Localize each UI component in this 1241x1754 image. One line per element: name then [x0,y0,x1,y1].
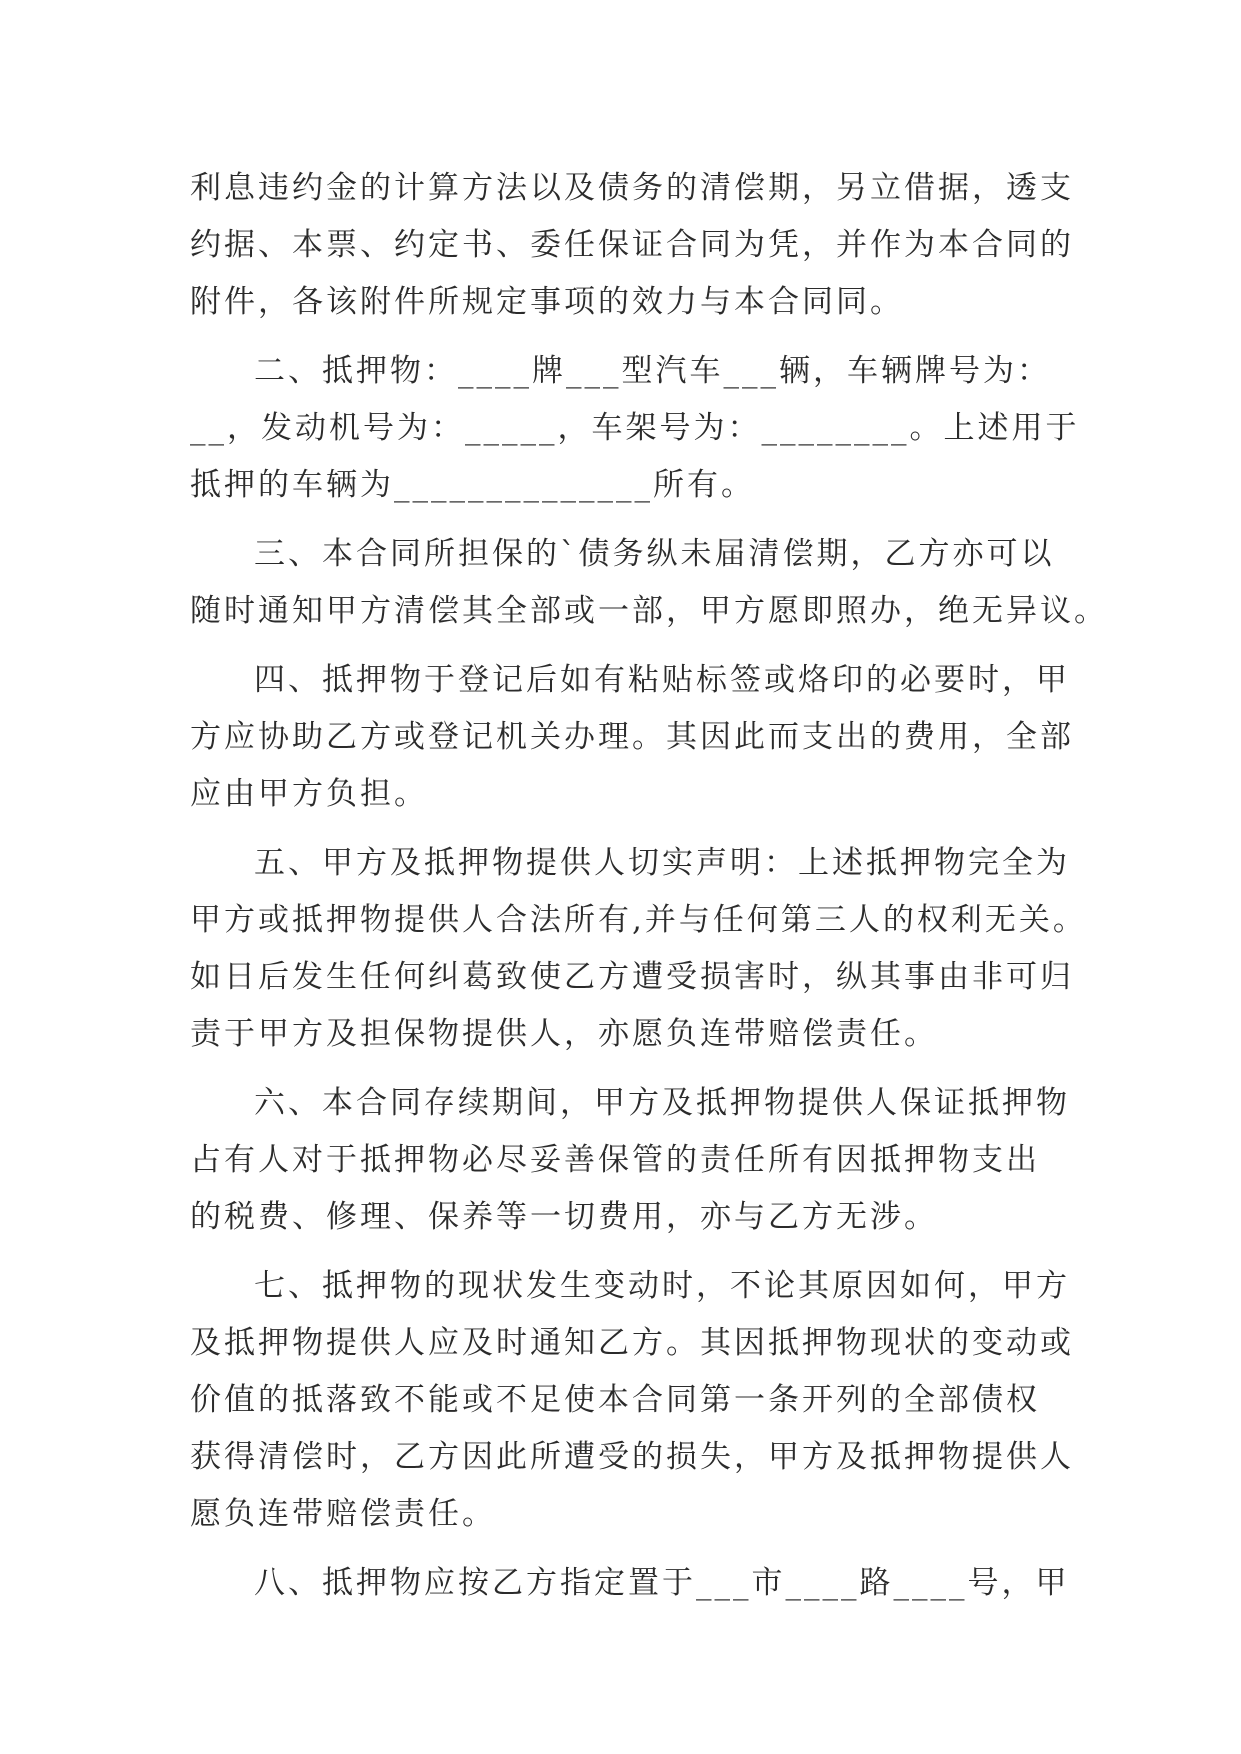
text-line: 获得清偿时，乙方因此所遭受的损失，甲方及抵押物提供人 [190,1439,1074,1475]
text-line: 如日后发生任何纠葛致使乙方遭受损害时，纵其事由非可归 [190,959,1074,995]
clause-4-first-line: 四、抵押物于登记后如有粘贴标签或烙印的必要时，甲 [254,662,1070,698]
text-line: 利息违约金的计算方法以及债务的清偿期，另立借据，透支 [190,170,1074,206]
text-line: 抵押的车辆为______________所有。 [190,467,755,503]
text-line: 愿负连带赔偿责任。 [190,1496,496,1532]
text-line: 随时通知甲方清偿其全部或一部，甲方愿即照办，绝无异议。 [190,593,1108,629]
contract-body-text [190,160,1108,1612]
text-line: __，发动机号为：_____，车架号为：________。上述用于 [190,410,1080,446]
text-line: 占有人对于抵押物必尽妥善保管的责任所有因抵押物支出 [190,1142,1040,1178]
text-line: 约据、本票、约定书、委任保证合同为凭，并作为本合同的 [190,227,1074,263]
clause-5-first-line: 五、甲方及抵押物提供人切实声明：上述抵押物完全为 [254,845,1070,881]
clause-3-first-line: 三、本合同所担保的`债务纵未届清偿期，乙方亦可以 [254,536,1055,572]
text-line: 附件，各该附件所规定事项的效力与本合同同。 [190,284,904,320]
text-line: 价值的抵落致不能或不足使本合同第一条开列的全部债权 [190,1382,1040,1418]
text-line: 的税费、修理、保养等一切费用，亦与乙方无涉。 [190,1199,938,1235]
clause-6-first-line: 六、本合同存续期间，甲方及抵押物提供人保证抵押物 [254,1085,1070,1121]
clause-2-first-line: 二、抵押物：____牌___型汽车___辆，车辆牌号为： [254,353,1051,389]
clause-8-first-line: 八、抵押物应按乙方指定置于___市____路____号，甲 [254,1565,1070,1601]
clause-7-first-line: 七、抵押物的现状发生变动时，不论其原因如何，甲方 [254,1268,1070,1304]
text-line: 及抵押物提供人应及时通知乙方。其因抵押物现状的变动或 [190,1325,1074,1361]
text-line: 方应协助乙方或登记机关办理。其因此而支出的费用，全部 [190,719,1074,755]
text-line: 责于甲方及担保物提供人，亦愿负连带赔偿责任。 [190,1016,938,1052]
text-line: 甲方或抵押物提供人合法所有,并与任何第三人的权利无关。 [190,902,1087,938]
text-line: 应由甲方负担。 [190,776,428,812]
